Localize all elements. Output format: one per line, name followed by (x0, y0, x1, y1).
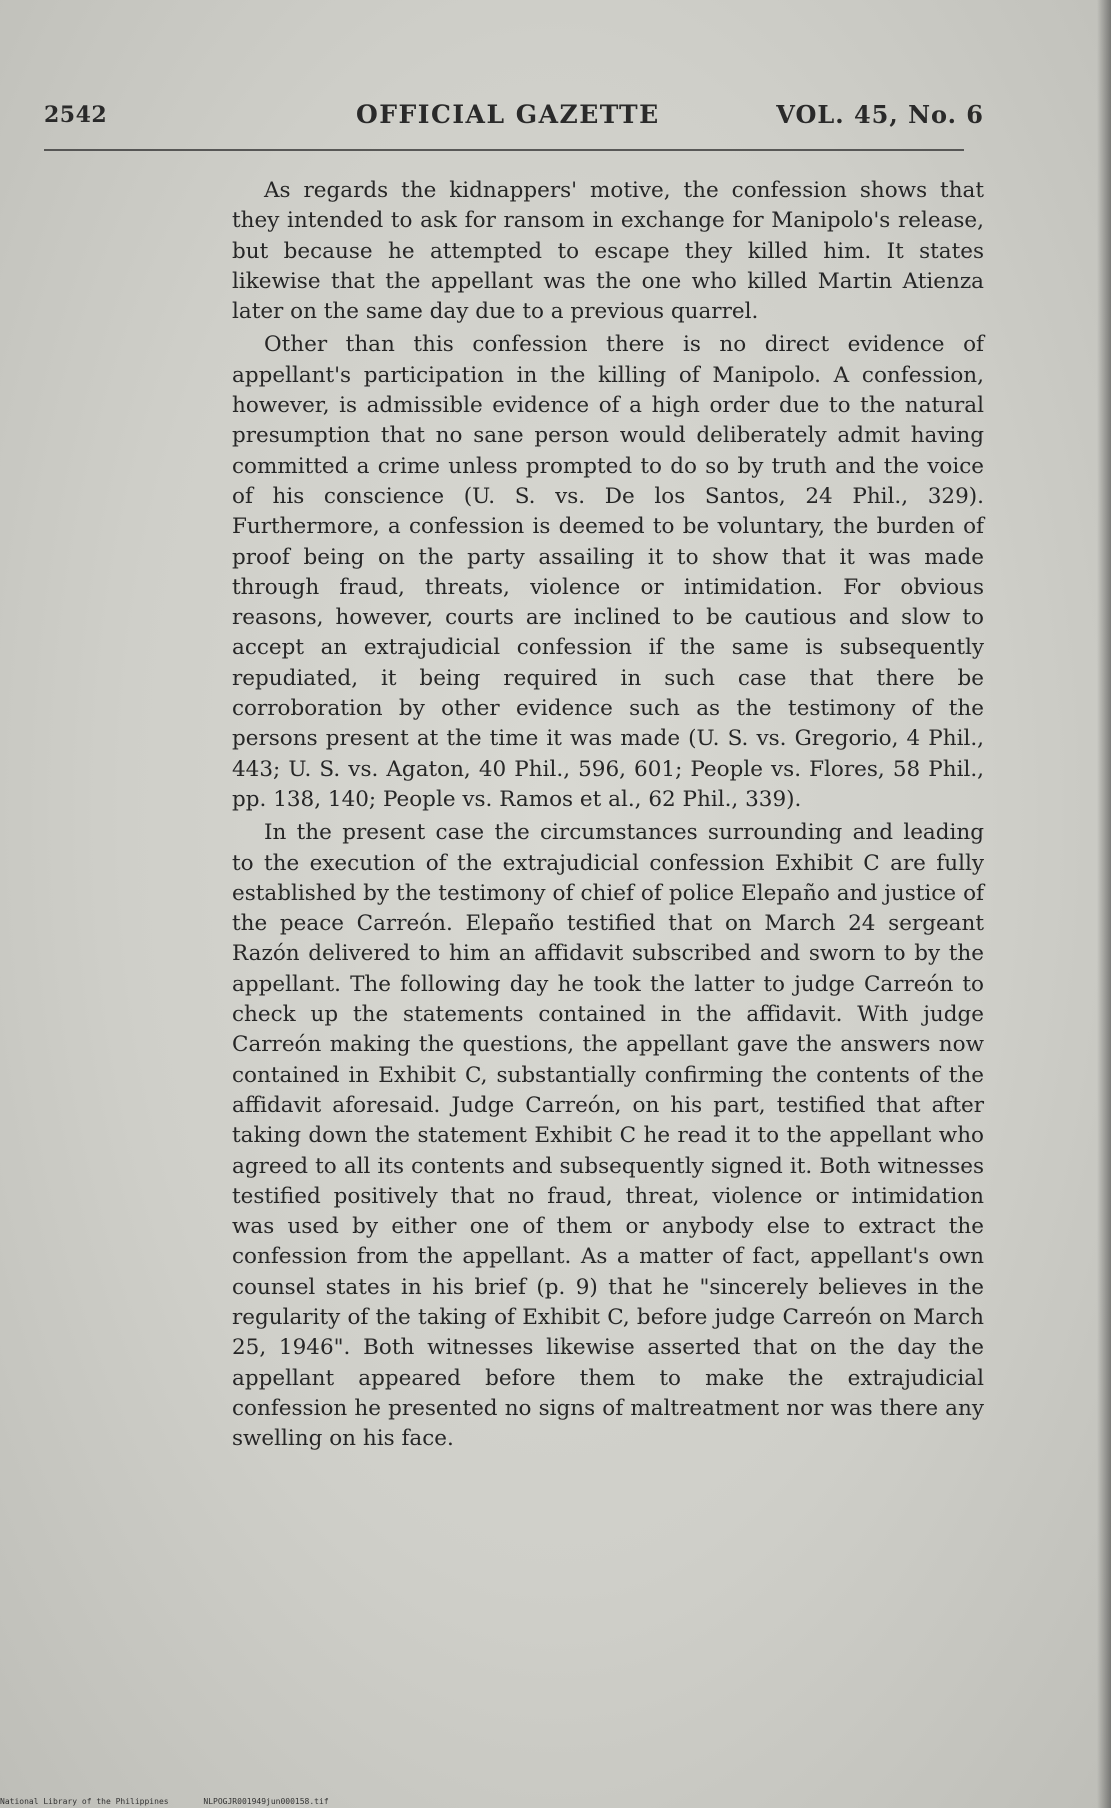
footer-library: National Library of the Philippines (0, 1797, 169, 1806)
paragraph-confession-evidence: Other than this confession there is no direct evidence of appellant's participation in the killing of Manipolo. A confession, however, is admissible evidence of a high order due to the natural presumption that no sane person would deliberately admit having committed a crime unless prompted to do so by truth and the voice of his conscience (U. S. vs. De los Santos, 24 Phil., 329). Furthermore, a confession is deemed to be voluntary, the burden of proof being on the party assailing it to show that it was made through fraud, threats, violence or intimidation. For obvious reasons, however, courts are inclined to be cautious and slow to accept an extrajudicial confession if the same is subsequently repudiated, it being required in such case that there be corroboration by other evidence such as the testimony of the persons present at the time it was made (U. S. vs. Gregorio, 4 Phil., 443; U. S. vs. Agaton, 40 Phil., 596, 601; People vs. Flores, 58 Phil., pp. 138, 140; People vs. Ramos et al., 62 Phil., 339). (232, 332, 984, 812)
scan-footer (0, 1797, 600, 1806)
footer-file: NLPOGJR001949jun000158.tif (203, 1797, 329, 1806)
header-rule (44, 149, 964, 151)
volume-info: VOL. 45, No. 6 (776, 100, 984, 129)
journal-title: OFFICIAL GAZETTE (356, 100, 660, 129)
paragraph-present-case: In the present case the circumstances surrounding and leading to the execution of the extrajudicial confession Exhibit C are fully established by the testimony of chief of police Elepaño and justice of the peace Carreón. Elepaño testified that on March 24 sergeant Razón delivered to him an affidavit subscribed and sworn to by the appellant. The following day he took the latter to judge Carreón to check up the statements contained in the affidavit. With judge Carreón making the questions, the appellant gave the answers now contained in Exhibit C, substantially confirming the contents of the affidavit aforesaid. Judge Carreón, on his part, testified that after taking down the statement Exhibit C he read it to the appellant who agreed to all its contents and subsequently signed it. Both witnesses testified positively that no fraud, threat, violence or intimidation was used by either one of them or anybody else to extract the confession from the appellant. As a matter of fact, appellant's own counsel states in his brief (p. 9) that he "sincerely believes in the regularity of the taking of Exhibit C, before judge Carreón on March 25, 1946". Both witnesses likewise asserted that on the day the appellant appeared before them to make the extrajudicial confession he presented no signs of maltreatment nor was there any swelling on his face. (232, 820, 984, 1452)
page-header (44, 100, 984, 140)
page-number: 2542 (44, 102, 108, 128)
paragraph-motive: As regards the kidnappers' motive, the confession shows that they intended to ask for ransom in exchange for Manipolo's release, but because he attempted to escape they killed him. It states likewise that the appellant was the one who killed Martin Atienza later on the same day due to a previous quarrel. (232, 178, 984, 325)
page-edge-shadow (1097, 0, 1111, 1808)
body-text (232, 176, 984, 1457)
